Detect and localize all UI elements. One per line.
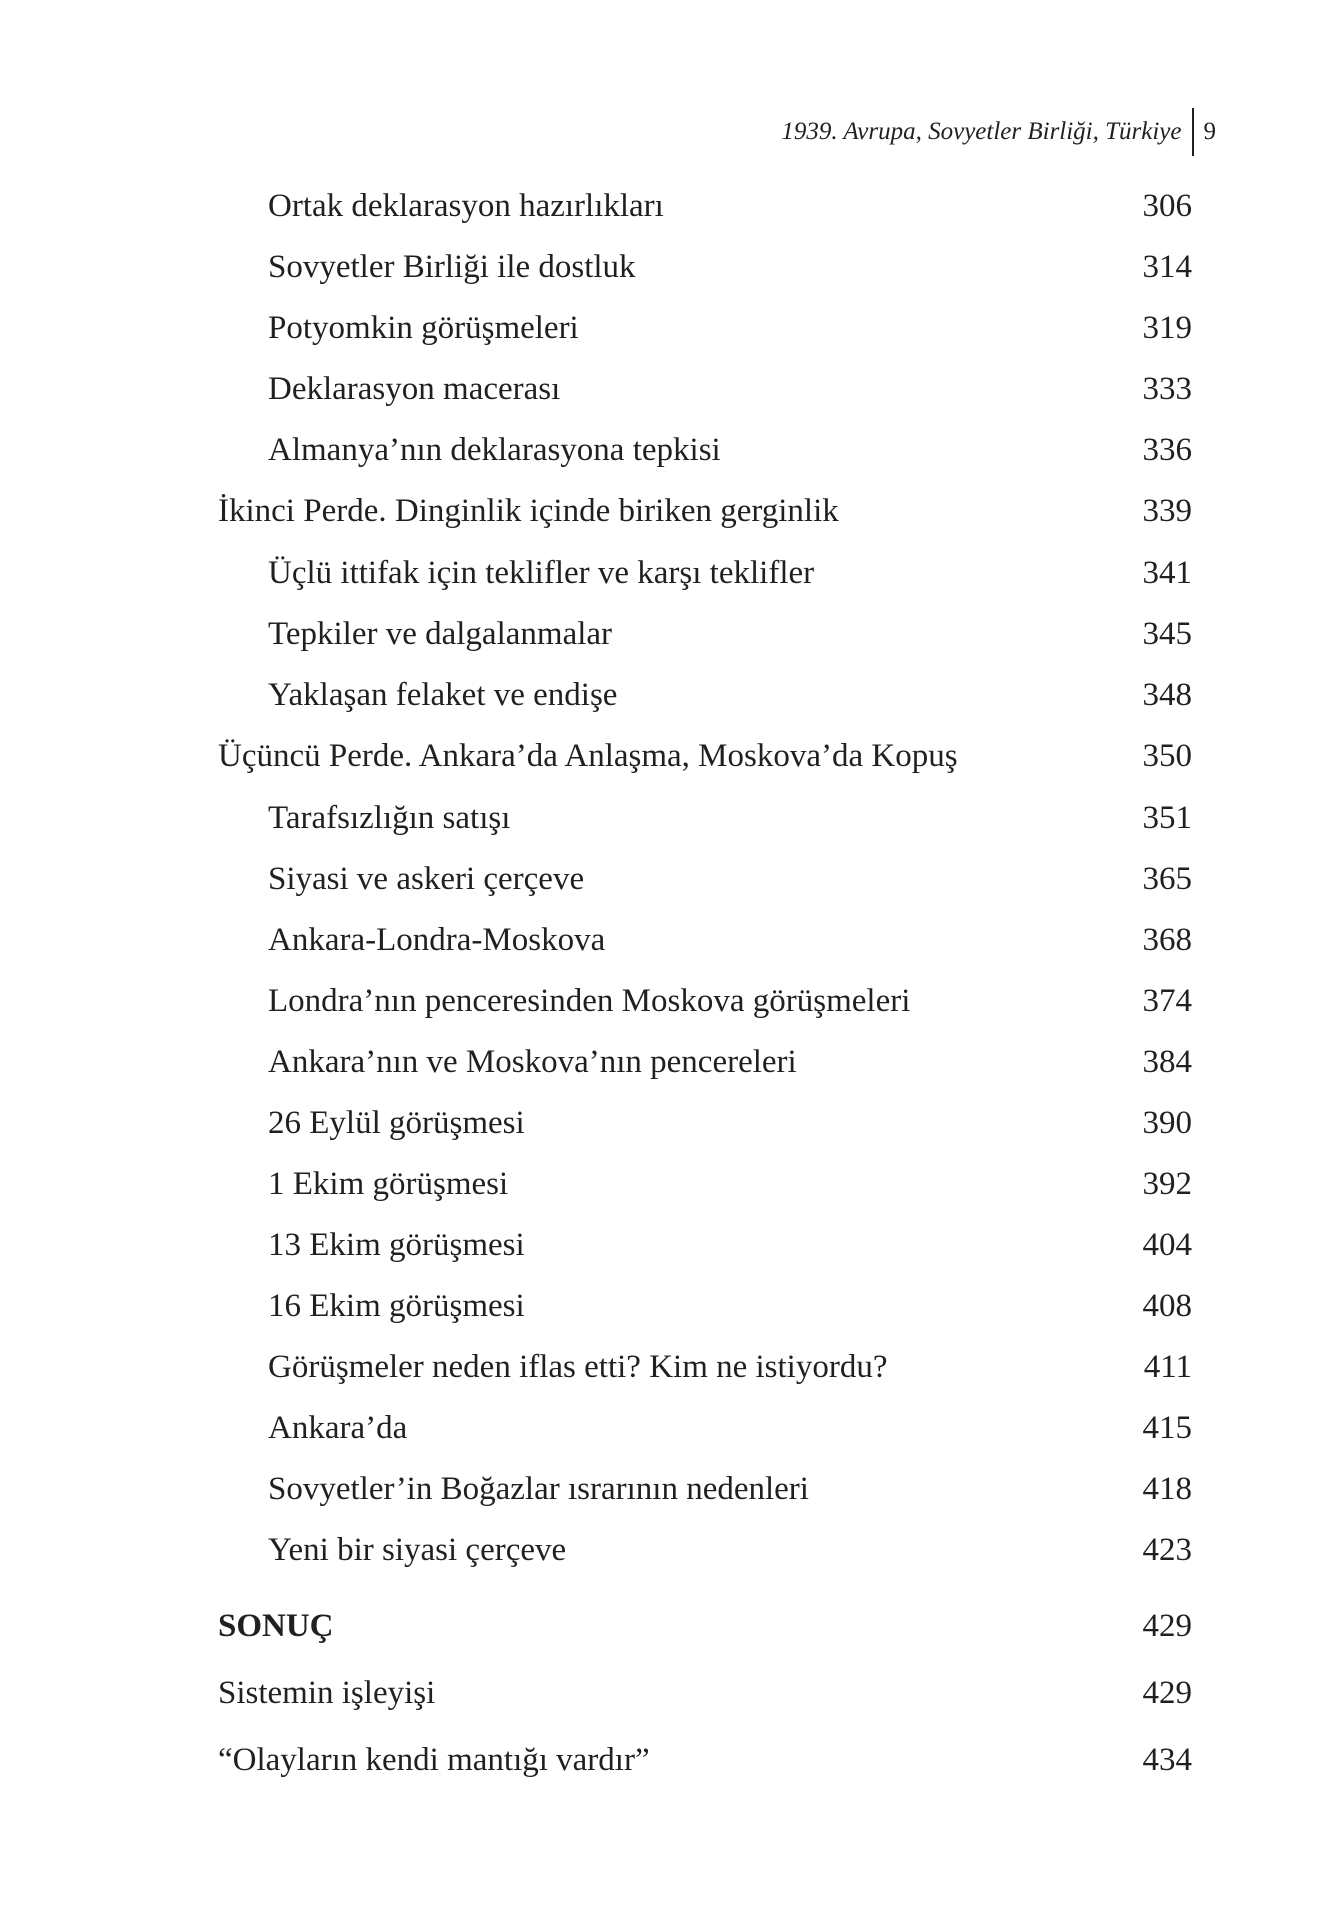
toc-entry bbox=[218, 1282, 1192, 1330]
toc-entry-title: Yaklaşan felaket ve endişe bbox=[268, 677, 618, 713]
toc-entry bbox=[218, 365, 1192, 413]
toc-entry bbox=[218, 916, 1192, 964]
toc-entry bbox=[218, 243, 1192, 291]
toc-entry-page: 314 bbox=[1142, 249, 1192, 285]
toc-entry-page: 408 bbox=[1142, 1288, 1192, 1324]
toc-entry bbox=[218, 426, 1192, 474]
toc-entry bbox=[218, 182, 1192, 230]
toc-entry-title: Ortak deklarasyon hazırlıkları bbox=[268, 188, 664, 224]
toc-entry-title: Deklarasyon macerası bbox=[268, 371, 561, 407]
toc-entry-page: 434 bbox=[1142, 1742, 1192, 1778]
toc-entry-page: 411 bbox=[1143, 1349, 1192, 1385]
toc-entry bbox=[218, 1221, 1192, 1269]
toc-entry-page: 348 bbox=[1142, 677, 1192, 713]
toc-entry bbox=[218, 549, 1192, 597]
toc-entry-title: Tarafsızlığın satışı bbox=[268, 800, 511, 836]
toc-entry-title: Ankara-Londra-Moskova bbox=[268, 922, 606, 958]
toc-entry-title: 1 Ekim görüşmesi bbox=[268, 1166, 509, 1202]
toc-entry-page: 404 bbox=[1142, 1227, 1192, 1263]
toc-entry bbox=[218, 671, 1192, 719]
toc-entry bbox=[218, 855, 1192, 903]
running-title: 1939. Avrupa, Sovyetler Birliği, Türkiye bbox=[781, 118, 1182, 145]
toc-entry-page: 368 bbox=[1142, 922, 1192, 958]
running-header bbox=[781, 108, 1216, 156]
toc-entry-title: 16 Ekim görüşmesi bbox=[268, 1288, 525, 1324]
toc-entry-page: 392 bbox=[1142, 1166, 1192, 1202]
toc-entry-page: 341 bbox=[1142, 555, 1192, 591]
toc-entry bbox=[218, 1343, 1192, 1391]
toc-entry bbox=[218, 1736, 1192, 1784]
toc-entry bbox=[218, 977, 1192, 1025]
toc-entry-page: 415 bbox=[1142, 1410, 1192, 1446]
toc-entry-title: Sovyetler Birliği ile dostluk bbox=[268, 249, 636, 285]
toc-entry bbox=[218, 794, 1192, 842]
toc-entry bbox=[218, 1465, 1192, 1513]
toc-entry-page: 336 bbox=[1142, 432, 1192, 468]
toc-entry bbox=[218, 1602, 1192, 1650]
toc-entry-page: 345 bbox=[1142, 616, 1192, 652]
toc-entry bbox=[218, 487, 1192, 535]
toc-entry bbox=[218, 610, 1192, 658]
toc-entry bbox=[218, 1669, 1192, 1717]
toc-entry-page: 339 bbox=[1142, 493, 1192, 529]
toc-entry-page: 306 bbox=[1142, 188, 1192, 224]
toc-entry-page: 350 bbox=[1142, 738, 1192, 774]
toc-entry-title: Ankara’nın ve Moskova’nın pencereleri bbox=[268, 1044, 797, 1080]
toc-entry-title: Üçüncü Perde. Ankara’da Anlaşma, Moskova’da Kopuş bbox=[218, 738, 958, 774]
toc-entry-page: 365 bbox=[1142, 861, 1192, 897]
toc-entry-title: Londra’nın penceresinden Moskova görüşmeleri bbox=[268, 983, 911, 1019]
toc-entry-title: Üçlü ittifak için teklifler ve karşı teklifler bbox=[268, 555, 815, 591]
toc-entry-title: 13 Ekim görüşmesi bbox=[268, 1227, 525, 1263]
toc-entry-page: 390 bbox=[1142, 1105, 1192, 1141]
page-number: 9 bbox=[1203, 118, 1216, 145]
toc-entry bbox=[218, 1404, 1192, 1452]
toc-entry-title: Ankara’da bbox=[268, 1410, 408, 1446]
toc-entry-title: Tepkiler ve dalgalanmalar bbox=[268, 616, 613, 652]
toc-entry-title: Sovyetler’in Boğazlar ısrarının nedenleri bbox=[268, 1471, 809, 1507]
toc-entry bbox=[218, 732, 1192, 780]
toc-entry-title: “Olayların kendi mantığı vardır” bbox=[218, 1742, 650, 1778]
toc-entry bbox=[218, 1038, 1192, 1086]
toc-entry bbox=[218, 1099, 1192, 1147]
toc-entry bbox=[218, 1526, 1192, 1574]
toc-entry-title: 26 Eylül görüşmesi bbox=[268, 1105, 525, 1141]
toc-entry bbox=[218, 1160, 1192, 1208]
toc-entry-page: 384 bbox=[1142, 1044, 1192, 1080]
toc-entry-page: 429 bbox=[1142, 1675, 1192, 1711]
toc-entry-page: 429 bbox=[1142, 1608, 1192, 1644]
toc-entry-page: 423 bbox=[1142, 1532, 1192, 1568]
toc-entry-page: 333 bbox=[1142, 371, 1192, 407]
toc-entry-page: 351 bbox=[1142, 800, 1192, 836]
toc-entry-title: SONUÇ bbox=[218, 1608, 334, 1644]
toc-entry-title: İkinci Perde. Dinginlik içinde biriken gerginlik bbox=[218, 493, 839, 529]
toc-entry-title: Siyasi ve askeri çerçeve bbox=[268, 861, 585, 897]
toc-entry-page: 418 bbox=[1142, 1471, 1192, 1507]
toc-entry-title: Sistemin işleyişi bbox=[218, 1675, 436, 1711]
toc-entry-title: Potyomkin görüşmeleri bbox=[268, 310, 579, 346]
toc-entry-title: Yeni bir siyasi çerçeve bbox=[268, 1532, 567, 1568]
toc-entry-page: 374 bbox=[1142, 983, 1192, 1019]
toc-entry-title: Almanya’nın deklarasyona tepkisi bbox=[268, 432, 721, 468]
toc-entry-title: Görüşmeler neden iflas etti? Kim ne istiyordu? bbox=[268, 1349, 888, 1385]
toc-entry-page: 319 bbox=[1142, 310, 1192, 346]
toc-entry bbox=[218, 304, 1192, 352]
